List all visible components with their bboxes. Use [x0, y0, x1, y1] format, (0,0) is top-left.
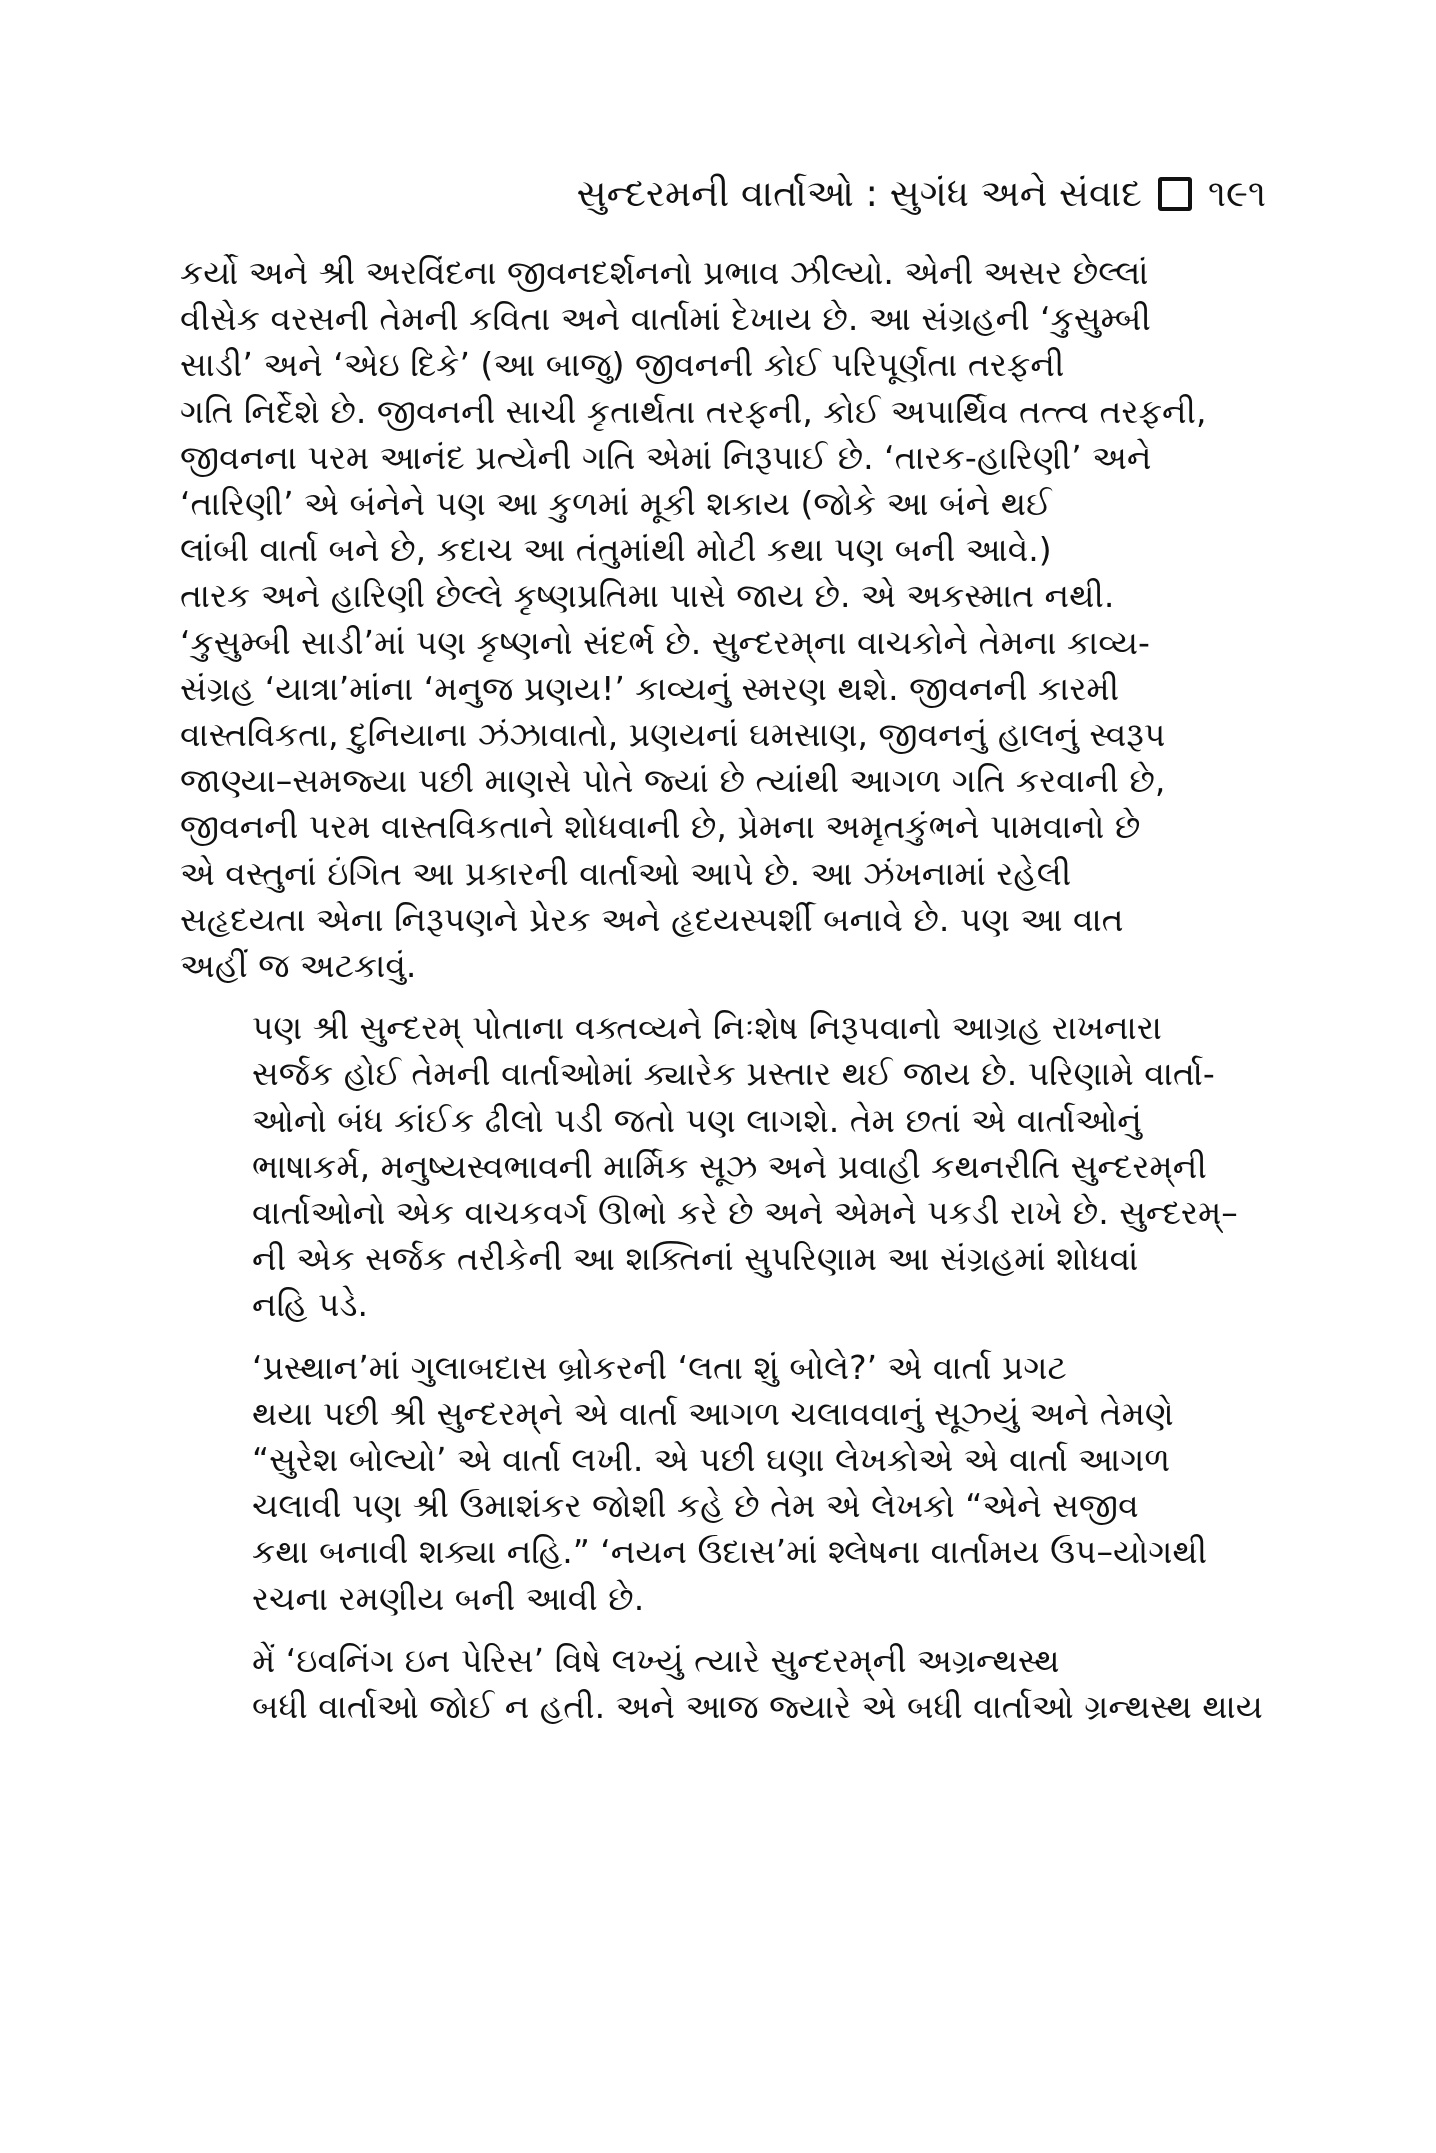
header-box-ornament [1158, 177, 1192, 211]
text-line: રચના રમણીય બની આવી છે. [252, 1578, 645, 1618]
header-title: સુન્દરમની વાર્તાઓ : સુગંધ અને સંવાદ [576, 172, 1142, 215]
text-line: સહૃદયતા એના નિરૂપણને પ્રેરક અને હૃદયસ્પર્શી બનાવે છે. પણ આ વાત [180, 899, 1124, 939]
text-line: જીવનના પરમ આનંદ પ્રત્યેની ગતિ એમાં નિરૂપાઈ છે. ‘તારક-હારિણી’ અને [180, 437, 1152, 477]
paragraph [180, 250, 1290, 989]
text-line: સર્જક હોઈ તેમની વાર્તાઓમાં ક્યારેક પ્રસ્તાર થઈ જાય છે. પરિણામે વાર્તા- [252, 1054, 1215, 1094]
paragraph [180, 1345, 1290, 1622]
text-line: બધી વાર્તાઓ જોઈ ન હતી. અને આજ જ્યારે એ બધી વાર્તાઓ ગ્રન્થસ્થ થાય [252, 1687, 1263, 1727]
text-line: મેં ‘ઇવનિંગ ઇન પેરિસ’ વિષે લખ્યું ત્યારે સુન્દરમ્‌ની અગ્રન્થસ્થ [252, 1640, 1060, 1680]
text-line: અહીં જ અટકાવું. [180, 946, 417, 986]
text-line: “સુરેશ બોલ્યો’ એ વાર્તા લખી. એ પછી ઘણા લેખકોએ એ વાર્તા આગળ [252, 1440, 1171, 1480]
text-line: થયા પછી શ્રી સુન્દરમ્‌ને એ વાર્તા આગળ ચલાવવાનું સૂઝ્યું અને તેમણે [252, 1393, 1174, 1433]
text-line: વાર્તાઓનો એક વાચકવર્ગ ઊભો કરે છે અને એમને પકડી રાખે છે. સુન્દરમ્– [252, 1193, 1238, 1233]
text-line: ની એક સર્જક તરીકેની આ શક્તિનાં સુપરિણામ આ સંગ્રહમાં શોધવાં [252, 1239, 1139, 1279]
text-line: કથા બનાવી શક્યા નહિ.” ‘નયન ઉદાસ’માં શ્લેષના વાર્તામય ઉપ–યોગથી [252, 1532, 1208, 1572]
text-line: જાણ્યા–સમજ્યા પછી માણસે પોતે જ્યાં છે ત્યાંથી આગળ ગતિ કરવાની છે, [180, 761, 1166, 801]
text-line: કર્યો અને શ્રી અરવિંદના જીવનદર્શનનો પ્રભાવ ઝીલ્યો. એની અસર છેલ્લાં [180, 253, 1149, 292]
running-header [576, 172, 1266, 215]
text-line: ‘કુસુમ્બી સાડી’માં પણ કૃષ્ણનો સંદર્ભ છે. સુન્દરમ્‌ના વાચકોને તેમના કાવ્ય- [180, 622, 1150, 662]
text-line: ઓનો બંધ કાંઈક ઢીલો પડી જતો પણ લાગશે. તેમ છતાં એ વાર્તાઓનું [252, 1100, 1142, 1140]
text-line: નહિ પડે. [252, 1285, 369, 1325]
page-number: ૧૯૧ [1207, 172, 1266, 215]
text-line: પણ શ્રી સુન્દરમ્‌ પોતાના વક્તવ્યને નિઃશેષ નિરૂપવાનો આગ્રહ રાખનારા [252, 1008, 1162, 1048]
text-line: ચલાવી પણ શ્રી ઉમાશંકર જોશી કહે છે તેમ એ લેખકો “એને સજીવ [252, 1486, 1139, 1526]
paragraph [180, 1638, 1290, 1730]
text-line: ગતિ નિર્દેશે છે. જીવનની સાચી કૃતાર્થતા તરફની, કોઈ અપાર્થિવ તત્ત્વ તરફની, [180, 391, 1207, 431]
text-line: તારક અને હારિણી છેલ્લે કૃષ્ણપ્રતિમા પાસે જાય છે. એ અકસ્માત નથી. [180, 576, 1115, 616]
text-line: ‘પ્રસ્થાન’માં ગુલાબદાસ બ્રોકરની ‘લતા શું બોલે?’ એ વાર્તા પ્રગટ [252, 1347, 1067, 1387]
body-text [180, 250, 1290, 1730]
text-line: ‘તારિણી’ એ બંનેને પણ આ કુળમાં મૂકી શકાય (જોકે આ બંને થઈ [180, 484, 1052, 524]
text-line: એ વસ્તુનાં ઇંગિત આ પ્રકારની વાર્તાઓ આપે છે. આ ઝંખનામાં રહેલી [180, 853, 1072, 893]
text-line: સાડી’ અને ‘એઇ દિકે’ (આ બાજુ) જીવનની કોઈ પરિપૂર્ણતા તરફની [180, 345, 1065, 385]
text-line: વાસ્તવિકતા, દુનિયાના ઝંઝાવાતો, પ્રણયનાં ઘમસાણ, જીવનનું હાલનું સ્વરૂપ [180, 715, 1166, 755]
text-line: જીવનની પરમ વાસ્તવિકતાને શોધવાની છે, પ્રેમના અમૃતકુંભને પામવાનો છે [180, 807, 1141, 847]
paragraph [180, 1005, 1290, 1328]
text-line: સંગ્રહ ‘યાત્રા’માંના ‘મનુજ પ્રણય!’ કાવ્યનું સ્મરણ થશે. જીવનની કારમી [180, 668, 1120, 708]
text-line: લાંબી વાર્તા બને છે, કદાચ આ તંતુમાંથી મોટી કથા પણ બની આવે.) [180, 530, 1052, 570]
text-line: ભાષાકર્મ, મનુષ્યસ્વભાવની માર્મિક સૂઝ અને પ્રવાહી કથનરીતિ સુન્દરમ્‌ની [252, 1146, 1207, 1186]
text-line: વીસેક વરસની તેમની કવિતા અને વાર્તામાં દેખાય છે. આ સંગ્રહની ‘કુસુમ્બી [180, 299, 1151, 339]
